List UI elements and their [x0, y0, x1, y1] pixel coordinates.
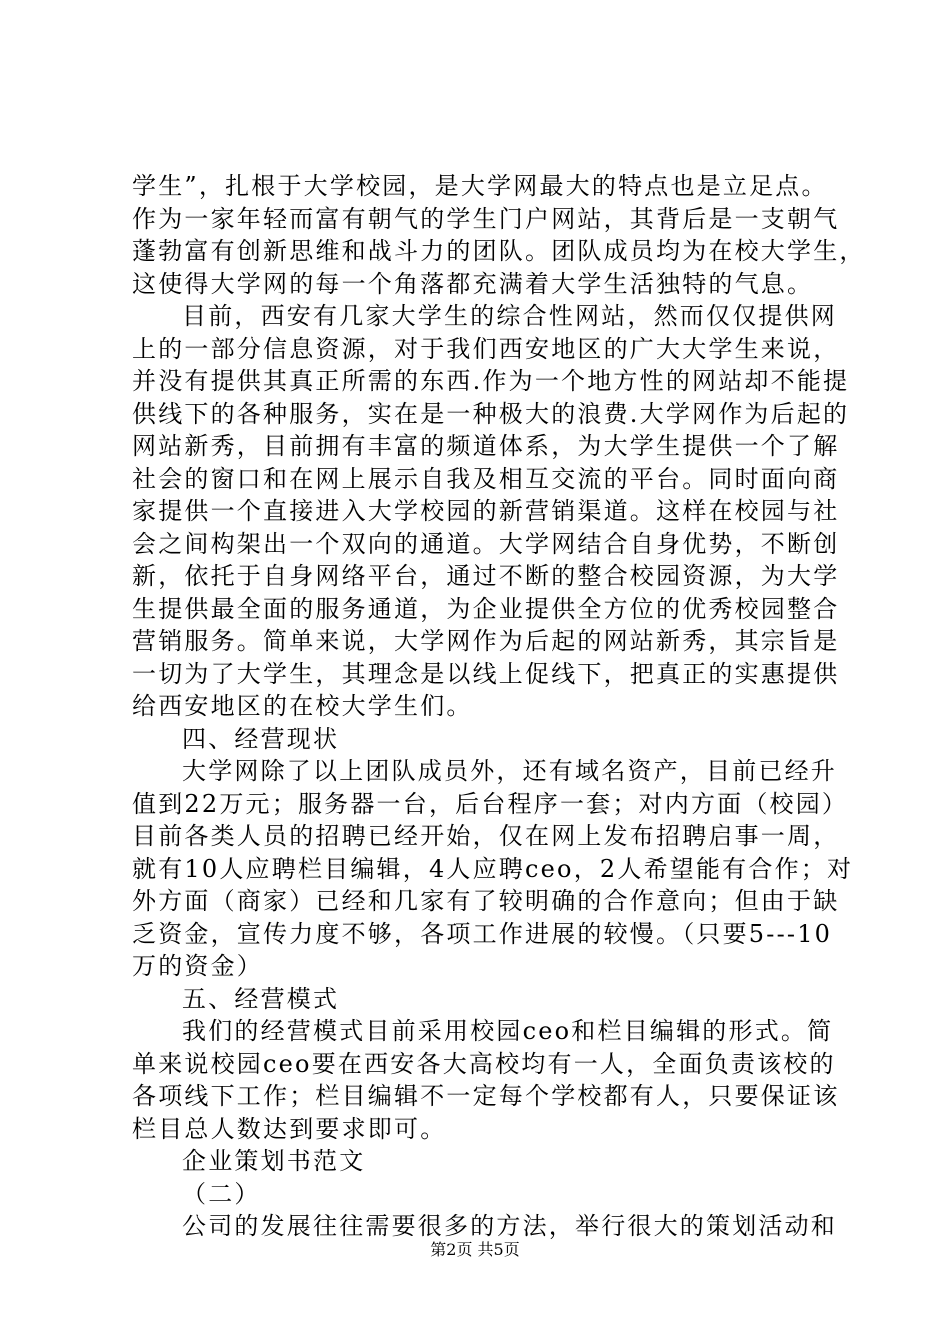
- text-line: 学生”，扎根于大学校园，是大学网最大的特点也是立足点。: [132, 172, 828, 200]
- text-line: 公司的发展往往需要很多的方法，举行很大的策划活动和: [182, 1212, 837, 1240]
- text-line: 目前，西安有几家大学生的综合性网站，然而仅仅提供网: [182, 302, 837, 330]
- text-line: 生提供最全面的服务通道，为企业提供全方位的优秀校园整合: [132, 594, 840, 623]
- text-line: 我们的经营模式目前采用校园ceo和栏目编辑的形式。简: [182, 1017, 834, 1045]
- text-line: 四、经营现状: [182, 724, 340, 753]
- text-line: 万的资金）: [132, 952, 263, 980]
- text-line: 五、经营模式: [182, 984, 340, 1013]
- text-line: 栏目总人数达到要求即可。: [132, 1114, 447, 1143]
- text-line: 乏资金，宣传力度不够，各项工作进展的较慢。（只要5---10: [132, 919, 833, 948]
- text-line: 上的一部分信息资源，对于我们西安地区的广大大学生来说，: [132, 334, 840, 363]
- text-line: 值到22万元；服务器一台，后台程序一套；对内方面（校园）: [132, 789, 849, 818]
- document-body: [132, 170, 866, 1243]
- text-line: 蓬勃富有创新思维和战斗力的团队。团队成员均为在校大学生，: [132, 237, 866, 265]
- text-line: 家提供一个直接进入大学校园的新营销渠道。这样在校园与社: [132, 497, 840, 525]
- text-line: 一切为了大学生，其理念是以线上促线下，把真正的实惠提供: [132, 659, 840, 688]
- text-line: 外方面（商家）已经和几家有了较明确的合作意向；但由于缺: [132, 887, 840, 915]
- text-line: 给西安地区的在校大学生们。: [132, 692, 473, 720]
- text-line: 营销服务。简单来说，大学网作为后起的网站新秀，其宗旨是: [132, 627, 840, 655]
- text-line: （二）: [182, 1179, 261, 1208]
- text-line: 会之间构架出一个双向的通道。大学网结合自身优势，不断创: [132, 529, 840, 558]
- text-line: 各项线下工作；栏目编辑不一定每个学校都有人，只要保证该: [132, 1082, 840, 1110]
- text-line: 企业策划书范文: [182, 1147, 366, 1175]
- text-line: 单来说校园ceo要在西安各大高校均有一人，全面负责该校的: [132, 1049, 836, 1078]
- page-number-footer: 第2页 共5页: [430, 1240, 520, 1259]
- text-line: 这使得大学网的每一个角落都充满着大学生活独特的气息。: [132, 269, 814, 298]
- text-line: 网站新秀，目前拥有丰富的频道体系，为大学生提供一个了解: [132, 432, 840, 460]
- text-line: 并没有提供其真正所需的东西.作为一个地方性的网站却不能提: [132, 367, 850, 395]
- text-line: 社会的窗口和在网上展示自我及相互交流的平台。同时面向商: [132, 464, 840, 493]
- text-line: 就有10人应聘栏目编辑，4人应聘ceo，2人希望能有合作；对: [132, 854, 854, 883]
- text-line: 新，依托于自身网络平台，通过不断的整合校园资源，为大学: [132, 562, 840, 590]
- text-line: 作为一家年轻而富有朝气的学生门户网站，其背后是一支朝气: [132, 204, 840, 233]
- text-line: 大学网除了以上团队成员外，还有域名资产，目前已经升: [182, 757, 837, 785]
- text-line: 供线下的各种服务，实在是一种极大的浪费.大学网作为后起的: [132, 399, 850, 428]
- text-line: 目前各类人员的招聘已经开始，仅在网上发布招聘启事一周，: [132, 822, 840, 850]
